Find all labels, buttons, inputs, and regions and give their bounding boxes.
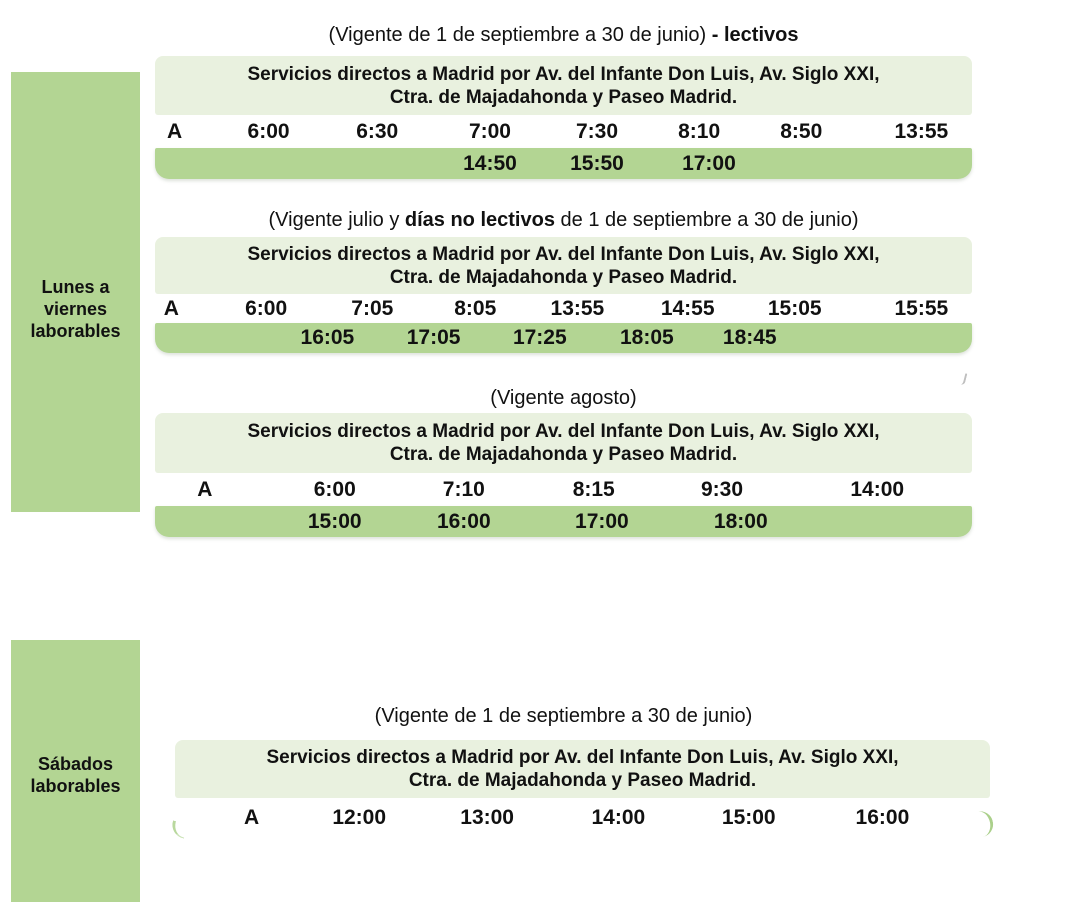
time-cell: 6:00 xyxy=(313,477,356,501)
time-cell: 17:00 xyxy=(575,509,629,533)
time-cell: 15:05 xyxy=(767,296,822,320)
title-text: (Vigente de 1 de septiembre a 30 de junio) xyxy=(374,705,753,727)
sidebar-saturday-label xyxy=(11,640,140,902)
time-cell: 7:10 xyxy=(442,477,485,501)
title-text: (Vigente julio y xyxy=(268,209,405,231)
time-cell: 18:45 xyxy=(722,326,777,349)
time-cell: 6:00 xyxy=(247,119,290,143)
time-cell: 14:50 xyxy=(463,151,517,175)
time-cell: 13:55 xyxy=(894,119,949,143)
title-bold-text: - lectivos xyxy=(711,24,799,46)
time-row-white xyxy=(155,294,972,323)
time-row-white xyxy=(155,115,972,148)
section-validity-title xyxy=(155,385,972,411)
title-text: (Vigente agosto) xyxy=(490,387,637,409)
route-header-line1: Servicios directos a Madrid por Av. del Infante Don Luis, Av. Siglo XXI, xyxy=(266,747,899,768)
sidebar-weekday-label xyxy=(11,72,140,512)
section-validity-title xyxy=(155,703,972,729)
time-cell: 18:05 xyxy=(619,326,674,349)
route-header-line2: Ctra. de Majadahonda y Paseo Madrid. xyxy=(389,266,738,288)
time-cell: 13:55 xyxy=(550,296,605,320)
route-header xyxy=(175,740,990,798)
time-cell: 7:05 xyxy=(351,296,394,320)
time-cell: 7:30 xyxy=(575,119,618,143)
route-header-line2: Ctra. de Majadahonda y Paseo Madrid. xyxy=(389,444,738,465)
title-text: de 1 de septiembre a 30 de junio) xyxy=(554,209,859,231)
stop-letter-cell: A xyxy=(167,119,183,143)
time-cell: 13:00 xyxy=(460,806,514,829)
time-cell: 6:00 xyxy=(245,296,288,320)
scan-artifact-tick xyxy=(960,373,968,386)
time-cell: 15:50 xyxy=(570,151,624,175)
sidebar-saturday-line: laborables xyxy=(30,776,121,796)
time-cell: 15:00 xyxy=(307,509,362,533)
time-cell: 8:15 xyxy=(572,477,615,501)
title-text: (Vigente de 1 de septiembre a 30 de junio) xyxy=(328,24,712,46)
sidebar-saturday-line: Sábados xyxy=(37,754,114,774)
time-cell: 7:00 xyxy=(468,119,511,143)
time-cell: 16:00 xyxy=(436,509,491,533)
time-cell: 16:00 xyxy=(855,806,910,829)
stop-letter-cell: A xyxy=(197,477,213,501)
stop-letter-cell: A xyxy=(163,296,179,320)
time-cell: 17:05 xyxy=(406,326,461,349)
time-cell: 14:55 xyxy=(660,296,715,320)
route-header-line2: Ctra. de Majadahonda y Paseo Madrid. xyxy=(408,770,757,791)
sidebar-weekday-line: laborables xyxy=(30,321,121,341)
time-row-green xyxy=(155,323,972,353)
route-header xyxy=(155,413,972,473)
time-cell: 17:25 xyxy=(512,326,567,349)
title-bold-text: días no lectivos xyxy=(404,209,555,231)
route-header-line1: Servicios directos a Madrid por Av. del Infante Don Luis, Av. Siglo XXI, xyxy=(247,63,880,85)
route-header xyxy=(155,237,972,294)
time-cell: 18:00 xyxy=(713,509,768,533)
time-cell: 15:00 xyxy=(721,806,776,829)
time-cell: 12:00 xyxy=(332,806,387,829)
time-cell: 14:00 xyxy=(591,806,646,829)
time-cell: 17:00 xyxy=(682,151,736,175)
sidebar-weekday-line: viernes xyxy=(43,299,108,319)
time-cell: 8:10 xyxy=(678,119,721,143)
section-validity-title xyxy=(155,22,972,48)
time-row-green xyxy=(155,148,972,179)
sidebar-weekday-line: Lunes a xyxy=(41,277,110,297)
route-header-line1: Servicios directos a Madrid por Av. del Infante Don Luis, Av. Siglo XXI, xyxy=(247,243,880,265)
section-validity-title xyxy=(155,207,972,233)
stop-letter-cell: A xyxy=(244,806,260,829)
route-header xyxy=(155,56,972,115)
time-cell: 16:05 xyxy=(300,326,355,349)
time-cell: 8:05 xyxy=(454,296,497,320)
time-cell: 8:50 xyxy=(780,119,823,143)
time-cell: 14:00 xyxy=(850,477,905,501)
time-row-green xyxy=(155,506,972,537)
time-row-white xyxy=(155,473,972,506)
time-row-white xyxy=(175,798,990,838)
route-header-line1: Servicios directos a Madrid por Av. del Infante Don Luis, Av. Siglo XXI, xyxy=(247,421,880,442)
time-cell: 6:30 xyxy=(356,119,399,143)
route-header-line2: Ctra. de Majadahonda y Paseo Madrid. xyxy=(389,86,738,108)
time-cell: 9:30 xyxy=(700,477,743,501)
time-cell: 15:55 xyxy=(894,296,949,320)
